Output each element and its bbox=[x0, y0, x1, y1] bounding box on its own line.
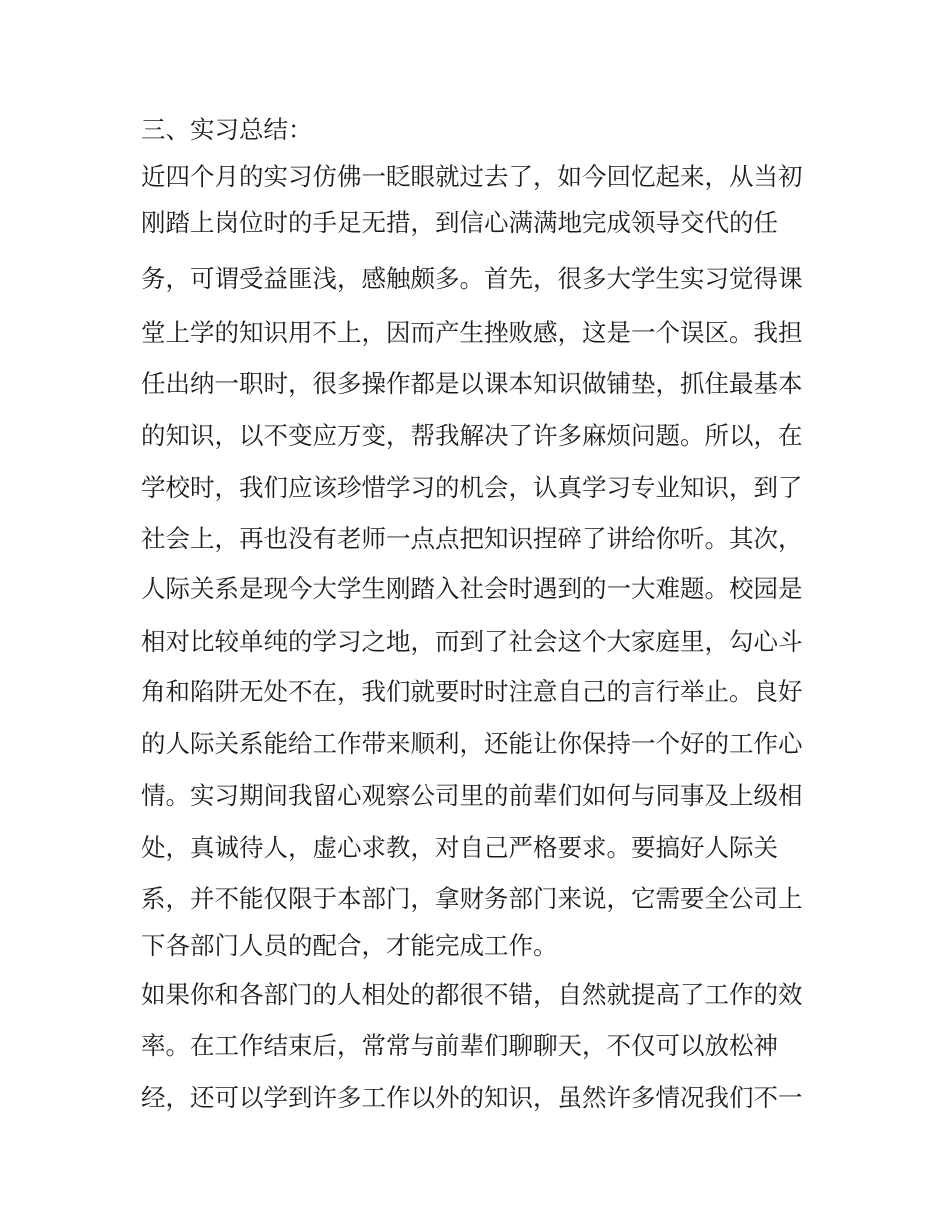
paragraph-1-line-16: 下各部门人员的配合，才能完成工作。 bbox=[141, 931, 558, 960]
paragraph-1-line-13: 情。实习期间我留心观察公司里的前辈们如何与同事及上级相 bbox=[141, 781, 803, 810]
paragraph-2-line-2: 率。在工作结束后，常常与前辈们聊聊天，不仅可以放松神 bbox=[141, 1031, 778, 1060]
paragraph-1-line-9: 人际关系是现今大学生刚踏入社会时遇到的一大难题。校园是 bbox=[141, 574, 803, 603]
paragraph-1-line-14: 处，真诚待人，虚心求教，对自己严格要求。要搞好人际关 bbox=[141, 833, 778, 862]
paragraph-1-line-12: 的人际关系能给工作带来顺利，还能让你保持一个好的工作心 bbox=[141, 729, 803, 758]
paragraph-1-line-15: 系，并不能仅限于本部门，拿财务部门来说，它需要全公司上 bbox=[141, 884, 803, 913]
paragraph-1-line-2: 刚踏上岗位时的手足无措，到信心满满地完成领导交代的任 bbox=[141, 208, 778, 237]
paragraph-1-line-8: 社会上，再也没有老师一点点把知识捏碎了讲给你听。其次， bbox=[141, 524, 803, 553]
paragraph-1-line-11: 角和陷阱无处不在，我们就要时时注意自己的言行举止。良好 bbox=[141, 677, 803, 706]
paragraph-1-line-10: 相对比较单纯的学习之地，而到了社会这个大家庭里，勾心斗 bbox=[141, 627, 803, 656]
paragraph-2-line-3: 经，还可以学到许多工作以外的知识，虽然许多情况我们不一 bbox=[141, 1083, 803, 1112]
paragraph-1-line-7: 学校时，我们应该珍惜学习的机会，认真学习专业知识，到了 bbox=[141, 473, 803, 502]
paragraph-1-line-4: 堂上学的知识用不上，因而产生挫败感，这是一个误区。我担 bbox=[141, 318, 803, 347]
paragraph-1-line-3: 务，可谓受益匪浅，感触颇多。首先，很多大学生实习觉得课 bbox=[141, 264, 803, 293]
section-heading: 三、实习总结： bbox=[141, 115, 313, 144]
paragraph-1-line-1: 近四个月的实习仿佛一眨眼就过去了，如今回忆起来，从当初 bbox=[141, 162, 803, 191]
paragraph-1-line-5: 任出纳一职时，很多操作都是以课本知识做铺垫，抓住最基本 bbox=[141, 369, 803, 398]
paragraph-1-line-6: 的知识，以不变应万变，帮我解决了许多麻烦问题。所以，在 bbox=[141, 421, 803, 450]
paragraph-2-line-1: 如果你和各部门的人相处的都很不错，自然就提高了工作的效 bbox=[141, 980, 803, 1009]
